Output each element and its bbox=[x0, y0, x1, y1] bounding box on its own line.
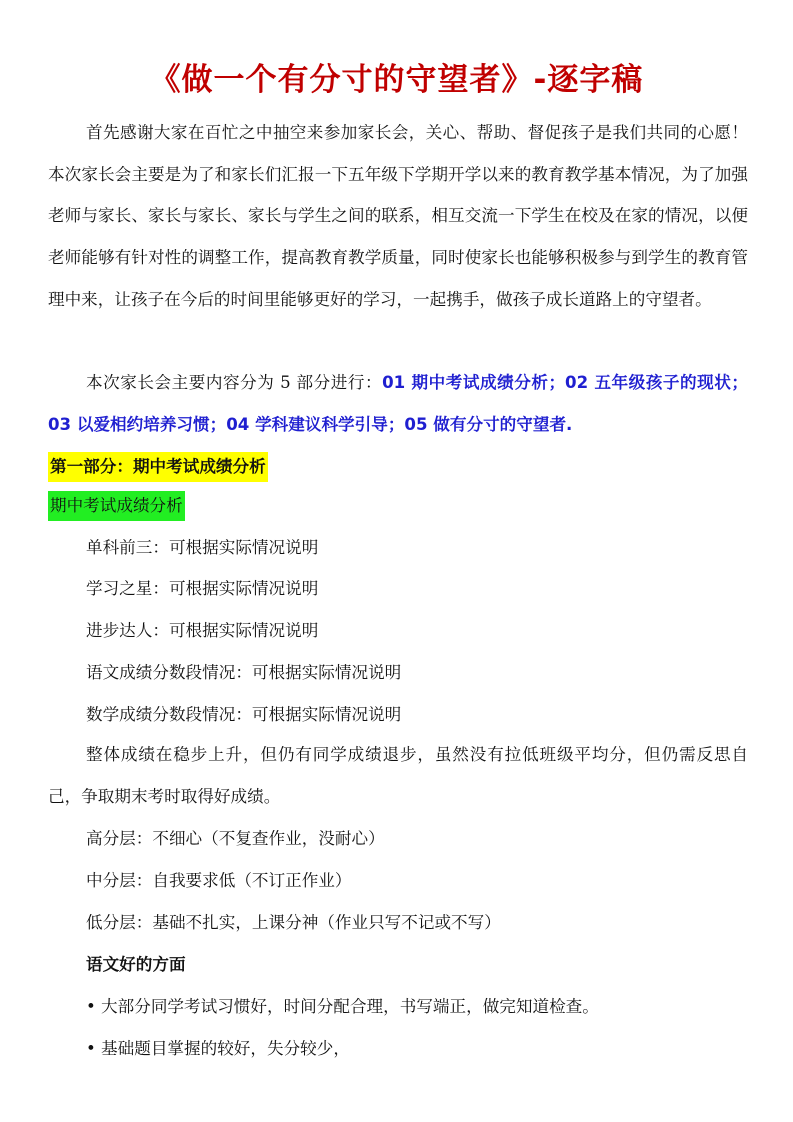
list-item: 数学成绩分数段情况：可根据实际情况说明 bbox=[86, 705, 402, 724]
layer-item: 低分层：基础不扎实，上课分神（作业只写不记或不写） bbox=[86, 913, 501, 932]
section1-heading: 第一部分：期中考试成绩分析 bbox=[48, 452, 268, 482]
list-item: 单科前三：可根据实际情况说明 bbox=[86, 538, 319, 557]
agenda-items: 01 期中考试成绩分析；02 五年级孩子的现状；03 以爱相约培养习惯；04 学科建议科学引导；05 做有分寸的守望者. bbox=[48, 373, 748, 434]
list-item: 语文成绩分数段情况：可根据实际情况说明 bbox=[86, 663, 402, 682]
intro-paragraph: 首先感谢大家在百忙之中抽空来参加家长会，关心、帮助、督促孩子是我们共同的心愿！本次家长会主要是为了和家长们汇报一下五年级下学期开学以来的教育教学基本情况，为了加强老师与家长、家长与家长、家长与学生之间的联系，相互交流一下学生在校及在家的情况，以便老师能够有针对性的调整工作，提高教育教学质量，同时使家长也能够积极参与到学生的教育管理中来，让孩子在今后的时间里能够更好的学习，一起携手，做孩子成长道路上的守望者。 bbox=[48, 123, 748, 309]
agenda-prefix: 本次家长会主要内容分为 5 部分进行： bbox=[86, 373, 383, 392]
layer-item: 中分层：自我要求低（不订正作业） bbox=[86, 871, 352, 890]
list-item: 进步达人：可根据实际情况说明 bbox=[86, 621, 319, 640]
summary-paragraph: 整体成绩在稳步上升，但仍有同学成绩退步，虽然没有拉低班级平均分，但仍需反思自己，争取期末考时取得好成绩。 bbox=[48, 745, 748, 806]
section1-subheading: 期中考试成绩分析 bbox=[48, 491, 185, 521]
chinese-good-heading: 语文好的方面 bbox=[86, 955, 186, 974]
bullet-item: • 基础题目掌握的较好，失分较少， bbox=[86, 1039, 350, 1058]
document-title: 《做一个有分寸的守望者》-逐字稿 bbox=[149, 62, 644, 98]
list-item: 学习之星：可根据实际情况说明 bbox=[86, 579, 319, 598]
agenda-paragraph bbox=[48, 362, 748, 445]
bullet-item: • 大部分同学考试习惯好，时间分配合理，书写端正，做完知道检查。 bbox=[86, 997, 599, 1016]
layer-item: 高分层：不细心（不复查作业，没耐心） bbox=[86, 829, 385, 848]
